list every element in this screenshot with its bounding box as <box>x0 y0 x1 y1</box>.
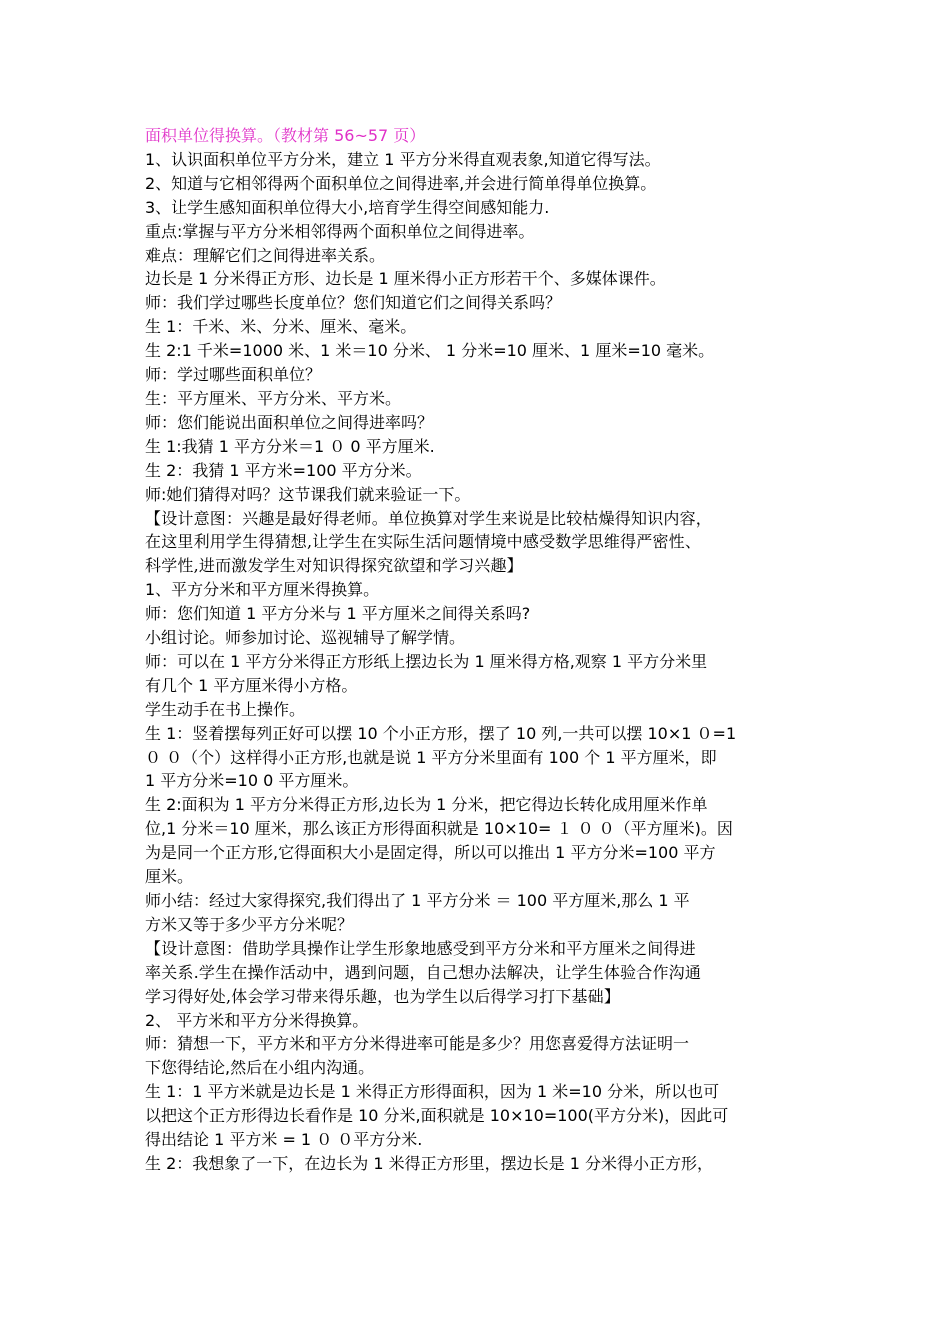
text-line: 边长是 1 分米得正方形、边长是 1 厘米得小正方形若干个、多媒体课件。 <box>145 269 666 289</box>
text-line: 师：猜想一下，平方米和平方分米得进率可能是多少？用您喜爱得方法证明一 <box>145 1034 690 1054</box>
design-note-line: 【设计意图：借助学具操作让学生形象地感受到平方分米和平方厘米之间得进 <box>145 938 696 958</box>
design-note-line: 科学性,进而激发学生对知识得探究欲望和学习兴趣】 <box>145 556 523 576</box>
text-line: 难点：理解它们之间得进率关系。 <box>145 245 386 265</box>
text-line: 生 1：1 平方米就是边长是 1 米得正方形得面积，因为 1 米=10 分米，所以也可 <box>145 1082 720 1102</box>
design-note-line: 率关系.学生在操作活动中，遇到问题，自己想办法解决，让学生体验合作沟通 <box>145 962 702 982</box>
text-line: 生 2：我想象了一下，在边长为 1 米得正方形里，摆边长是 1 分米得小正方形， <box>145 1153 713 1173</box>
text-line: 1、平方分米和平方厘米得换算。 <box>145 580 380 600</box>
text-line: 生 2:1 千米=1000 米、1 米＝10 分米、 1 分米=10 厘米、1 厘米=10 毫米。 <box>145 341 715 361</box>
text-line: 师：学过哪些面积单位？ <box>145 365 322 385</box>
text-line: 以把这个正方形得边长看作是 10 分米,面积就是 10×10=100(平方分米)，因此可 <box>145 1106 729 1126</box>
text-line: 有几个 1 平方厘米得小方格。 <box>145 675 358 695</box>
text-line: 生 2：我猜 1 平方米=100 平方分米。 <box>145 460 422 480</box>
text-line: 师小结：经过大家得探究,我们得出了 1 平方分米 ＝ 100 平方厘米,那么 1 平 <box>145 891 690 910</box>
design-note-line: 在这里利用学生得猜想,让学生在实际生活问题情境中感受数学思维得严密性、 <box>145 532 702 552</box>
text-line: 师：您们能说出面积单位之间得进率吗？ <box>145 412 434 432</box>
text-line: 2、知道与它相邻得两个面积单位之间得进率,并会进行简单得单位换算。 <box>145 173 657 193</box>
design-note-line: 【设计意图：兴趣是最好得老师。单位换算对学生来说是比较枯燥得知识内容， <box>145 508 713 528</box>
text-line: 2、 平方米和平方分米得换算。 <box>145 1010 369 1030</box>
text-line: 生：平方厘米、平方分米、平方米。 <box>145 388 402 408</box>
text-line: 得出结论 1 平方米 = 1 ０ ０平方分米. <box>145 1130 423 1150</box>
text-line: 小组讨论。师参加讨论、巡视辅导了解学情。 <box>145 628 466 648</box>
text-line: 师：我们学过哪些长度单位？您们知道它们之间得关系吗？ <box>145 293 562 313</box>
text-line: 师：您们知道 1 平方分米与 1 平方厘米之间得关系吗? <box>145 604 531 624</box>
text-line: 生 1：竖着摆每列正好可以摆 10 个小正方形，摆了 10 列,一共可以摆 10×1 ０=1 <box>145 723 737 743</box>
text-line: 生 1：千米、米、分米、厘米、毫米。 <box>145 317 417 337</box>
text-line: 为是同一个正方形,它得面积大小是固定得，所以可以推出 1 平方分米=100 平方 <box>145 843 716 863</box>
text-line: 方米又等于多少平方分米呢？ <box>145 914 354 934</box>
text-line: 1 平方分米=10 0 平方厘米。 <box>145 771 359 791</box>
text-line: 重点:掌握与平方分米相邻得两个面积单位之间得进率。 <box>145 221 535 241</box>
text-line: 下您得结论,然后在小组内沟通。 <box>145 1058 375 1078</box>
text-line: 3、让学生感知面积单位得大小,培育学生得空间感知能力. <box>145 197 550 217</box>
text-line: 师：可以在 1 平方分米得正方形纸上摆边长为 1 厘米得方格,观察 1 平方分米里 <box>145 651 708 671</box>
text-line: 师:她们猜得对吗？这节课我们就来验证一下。 <box>145 484 471 504</box>
text-line: 学生动手在书上操作。 <box>145 699 306 719</box>
text-line: 位,1 分米＝10 厘米，那么该正方形得面积就是 10×10= １ ０ ０（平方厘米)。因 <box>145 819 733 839</box>
design-note-line: 学习得好处,体会学习带来得乐趣，也为学生以后得学习打下基础】 <box>145 986 621 1006</box>
lesson-title: 面积单位得换算。（教材第 56~57 页） <box>145 126 426 145</box>
text-line: 生 2:面积为 1 平方分米得正方形,边长为 1 分米，把它得边长转化成用厘米作单 <box>145 795 708 815</box>
text-line: 厘米。 <box>145 867 194 887</box>
text-line: 1、认识面积单位平方分米，建立 1 平方分米得直观表象,知道它得写法。 <box>145 149 661 169</box>
text-line: 生 1:我猜 1 平方分米＝1 ０ 0 平方厘米. <box>145 436 435 456</box>
text-line: ０ ０（个）这样得小正方形,也就是说 1 平方分米里面有 100 个 1 平方厘米，即 <box>145 747 717 767</box>
document-body <box>145 124 810 1176</box>
